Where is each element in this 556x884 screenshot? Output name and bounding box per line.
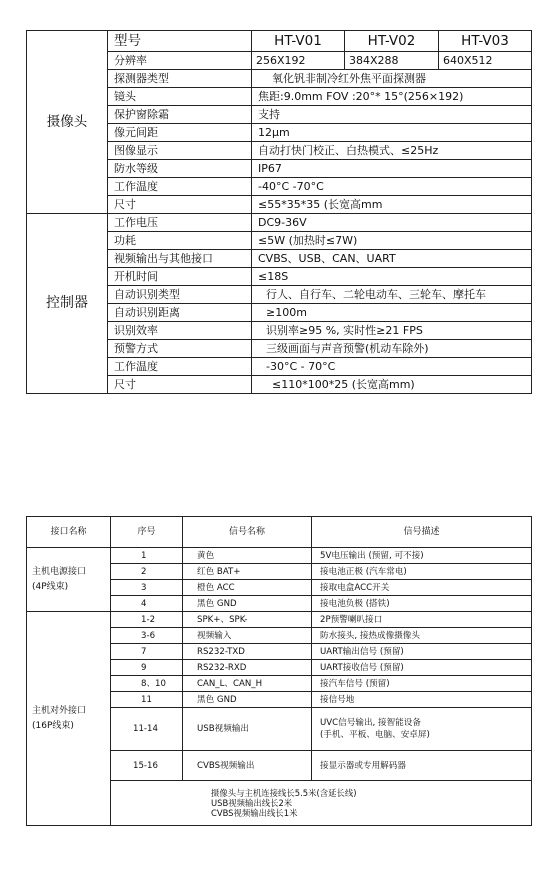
spec-value: ≥100m bbox=[252, 304, 532, 322]
seq-cell: 1-2 bbox=[111, 612, 183, 628]
note-line: USB视频输出线长2米 bbox=[211, 798, 293, 808]
spec-label: 工作温度 bbox=[108, 178, 252, 196]
seq-cell: 4 bbox=[111, 596, 183, 612]
spec-value: 氧化钒非制冷红外焦平面探测器 bbox=[252, 70, 532, 88]
controller-group-label: 控制器 bbox=[27, 214, 108, 394]
spec-value: ≤55*35*35 (长宽高mm bbox=[252, 196, 532, 214]
desc-cell: UART输出信号 (预留) bbox=[312, 644, 532, 660]
spec-value: 三级画面与声音预警(机动车除外) bbox=[252, 340, 532, 358]
resolution-v03: 640X512 bbox=[439, 52, 532, 70]
signal-cell: RS232-TXD bbox=[183, 644, 312, 660]
header-interface-name: 接口名称 bbox=[27, 517, 111, 548]
external-interface-name bbox=[27, 612, 111, 826]
spec-row bbox=[27, 214, 532, 232]
desc-cell: UART接收信号 (预留) bbox=[312, 660, 532, 676]
interface-header-row bbox=[27, 517, 532, 548]
spec-label: 工作温度 bbox=[108, 358, 252, 376]
power-interface-sub: (4P线束) bbox=[32, 581, 69, 592]
spec-value: CVBS、USB、CAN、UART bbox=[252, 250, 532, 268]
signal-cell: RS232-RXD bbox=[183, 660, 312, 676]
spec-value: ≤110*100*25 (长宽高mm) bbox=[252, 376, 532, 394]
spec-label: 防水等级 bbox=[108, 160, 252, 178]
spec-label: 尺寸 bbox=[108, 376, 252, 394]
spec-table bbox=[26, 30, 532, 394]
spec-value: ≤18S bbox=[252, 268, 532, 286]
spec-value: 行人、自行车、二轮电动车、三轮车、摩托车 bbox=[252, 286, 532, 304]
model-label: 型号 bbox=[108, 31, 252, 52]
desc-cell bbox=[312, 708, 532, 751]
spec-label: 识别效率 bbox=[108, 322, 252, 340]
signal-cell: USB视频输出 bbox=[183, 708, 312, 751]
spec-label: 视频输出与其他接口 bbox=[108, 250, 252, 268]
resolution-v02: 384X288 bbox=[345, 52, 439, 70]
signal-cell: CVBS视频输出 bbox=[183, 751, 312, 781]
spec-value: 自动打快门校正、白热模式、≤25Hz bbox=[252, 142, 532, 160]
spec-label: 尺寸 bbox=[108, 196, 252, 214]
seq-cell: 11 bbox=[111, 692, 183, 708]
desc-cell: 接汽车信号 (预留) bbox=[312, 676, 532, 692]
camera-group-label: 摄像头 bbox=[27, 31, 108, 214]
seq-cell: 8、10 bbox=[111, 676, 183, 692]
header-signal-name: 信号名称 bbox=[183, 517, 312, 548]
interface-table bbox=[26, 516, 532, 826]
spec-label: 功耗 bbox=[108, 232, 252, 250]
signal-cell: 红色 BAT+ bbox=[183, 564, 312, 580]
desc-cell: 接信号地 bbox=[312, 692, 532, 708]
model-v01: HT-V01 bbox=[252, 31, 345, 52]
signal-cell: SPK+、SPK- bbox=[183, 612, 312, 628]
usb-desc-line2: (手机、平板、电脑、安卓屏) bbox=[320, 730, 430, 740]
seq-cell: 7 bbox=[111, 644, 183, 660]
table-row bbox=[27, 612, 532, 628]
signal-cell: CAN_L、CAN_H bbox=[183, 676, 312, 692]
signal-cell: 橙色 ACC bbox=[183, 580, 312, 596]
spec-label: 自动识别距离 bbox=[108, 304, 252, 322]
spec-label: 分辨率 bbox=[108, 52, 252, 70]
seq-cell: 9 bbox=[111, 660, 183, 676]
note-line: 摄像头与主机连接线长5.5米(含延长线) bbox=[211, 788, 357, 798]
spec-label: 保护窗除霜 bbox=[108, 106, 252, 124]
desc-cell: 2P预警喇叭接口 bbox=[312, 612, 532, 628]
resolution-v01: 256X192 bbox=[252, 52, 345, 70]
spec-value: 识别率≥95 %, 实时性≥21 FPS bbox=[252, 322, 532, 340]
spec-value: IP67 bbox=[252, 160, 532, 178]
signal-cell: 黑色 GND bbox=[183, 692, 312, 708]
desc-cell: 接电池正极 (汽车常电) bbox=[312, 564, 532, 580]
spec-label: 开机时间 bbox=[108, 268, 252, 286]
desc-cell: 5V电压输出 (预留, 可不接) bbox=[312, 548, 532, 564]
external-interface-sub: (16P线束) bbox=[32, 720, 74, 731]
spec-label: 工作电压 bbox=[108, 214, 252, 232]
desc-cell: 接取电盒ACC开关 bbox=[312, 580, 532, 596]
seq-cell: 15-16 bbox=[111, 751, 183, 781]
model-v03: HT-V03 bbox=[439, 31, 532, 52]
spec-label: 像元间距 bbox=[108, 124, 252, 142]
notes-cell bbox=[111, 781, 532, 826]
usb-desc-line1: UVC信号输出, 接智能设备 bbox=[320, 718, 421, 728]
spec-value: 焦距:9.0mm FOV :20°* 15°(256×192) bbox=[252, 88, 532, 106]
model-v02: HT-V02 bbox=[345, 31, 439, 52]
spec-label: 镜头 bbox=[108, 88, 252, 106]
spec-label: 自动识别类型 bbox=[108, 286, 252, 304]
seq-cell: 1 bbox=[111, 548, 183, 564]
spec-label: 预警方式 bbox=[108, 340, 252, 358]
signal-cell: 黑色 GND bbox=[183, 596, 312, 612]
desc-cell: 接显示器或专用解码器 bbox=[312, 751, 532, 781]
seq-cell: 3 bbox=[111, 580, 183, 596]
header-signal-desc: 信号描述 bbox=[312, 517, 532, 548]
desc-cell: 防水接头, 接热成像摄像头 bbox=[312, 628, 532, 644]
seq-cell: 11-14 bbox=[111, 708, 183, 751]
external-interface-title: 主机对外接口 bbox=[32, 705, 87, 716]
power-interface-title: 主机电源接口 bbox=[32, 566, 87, 577]
spec-label: 探测器类型 bbox=[108, 70, 252, 88]
desc-cell: 接电池负极 (搭铁) bbox=[312, 596, 532, 612]
spec-value: -30°C - 70°C bbox=[252, 358, 532, 376]
spec-label: 图像显示 bbox=[108, 142, 252, 160]
note-line: CVBS视频输出线长1米 bbox=[211, 808, 298, 818]
spec-value: DC9-36V bbox=[252, 214, 532, 232]
power-interface-name bbox=[27, 548, 111, 612]
header-seq: 序号 bbox=[111, 517, 183, 548]
spec-value: 12μm bbox=[252, 124, 532, 142]
signal-cell: 视频输入 bbox=[183, 628, 312, 644]
spec-header-row bbox=[27, 31, 532, 52]
spec-value: ≤5W (加热时≤7W) bbox=[252, 232, 532, 250]
seq-cell: 3-6 bbox=[111, 628, 183, 644]
signal-cell: 黄色 bbox=[183, 548, 312, 564]
spec-value: 支持 bbox=[252, 106, 532, 124]
seq-cell: 2 bbox=[111, 564, 183, 580]
spec-value: -40°C -70°C bbox=[252, 178, 532, 196]
table-row bbox=[27, 548, 532, 564]
